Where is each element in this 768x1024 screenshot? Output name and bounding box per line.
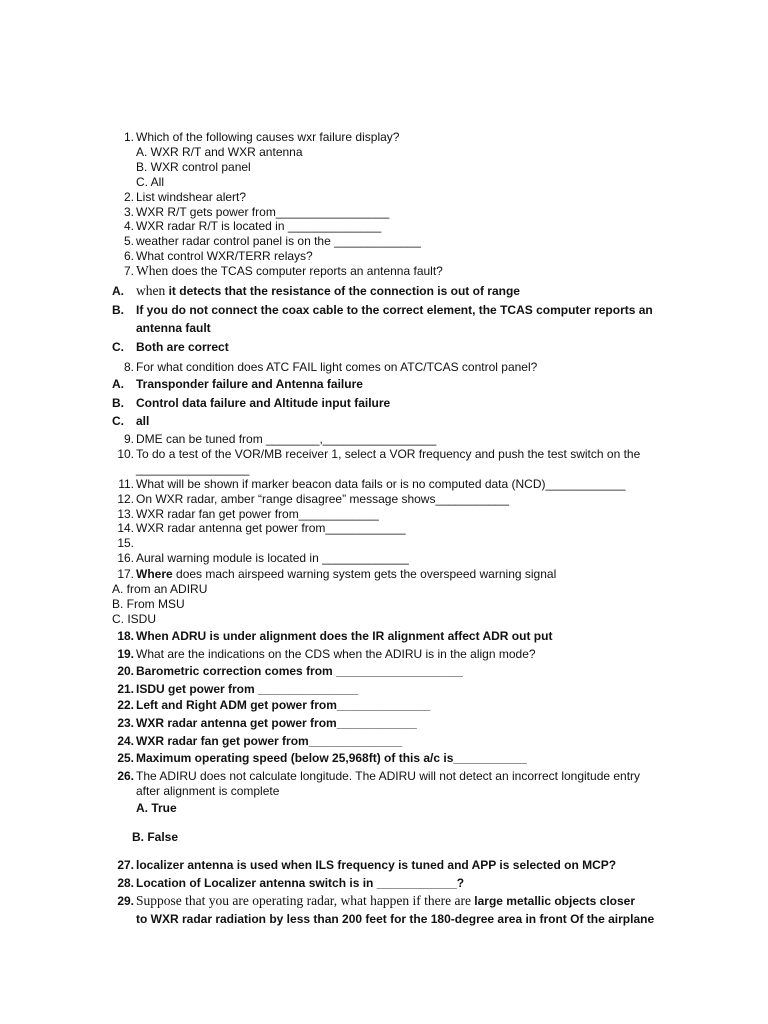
question-text: On WXR radar, amber “range disagree” message shows___________: [136, 492, 509, 506]
question-number: 5.: [123, 234, 134, 248]
question-rest: does mach airspeed warning system gets the overspeed warning signal: [172, 567, 557, 581]
question-text: WXR radar antenna get power from____________: [136, 716, 417, 730]
answer-letter: C.: [112, 414, 124, 428]
question-number: 18.: [117, 629, 134, 643]
question-text: localizer antenna is used when ILS frequency is tuned and APP is selected on MCP?: [136, 858, 617, 872]
answer-text: If you do not connect the coax cable to the correct element, the TCAS computer reports an: [136, 303, 653, 317]
option-text: B. WXR control panel: [136, 160, 251, 174]
question-number: 12.: [117, 492, 134, 506]
question-text: List windshear alert?: [136, 190, 247, 204]
question-text: WXR radar antenna get power from____________: [136, 521, 406, 535]
question-text: after alignment is complete: [136, 784, 280, 798]
question-text: The ADIRU does not calculate longitude. The ADIRU will not detect an incorrect longitude entry: [136, 769, 641, 783]
answer-text: Control data failure and Altitude input failure: [136, 396, 391, 410]
question-text: To do a test of the VOR/MB receiver 1, select a VOR frequency and push the test switch on the: [136, 447, 641, 461]
question-number: 1.: [123, 130, 134, 144]
answer-text: Both are correct: [136, 340, 229, 354]
question-text: Which of the following causes wxr failure display?: [136, 130, 400, 144]
question-rest: large metallic objects closer: [470, 894, 636, 908]
question-text: Aural warning module is located in _____________: [136, 551, 409, 565]
question-number: 26.: [117, 769, 134, 783]
question-text: [136, 567, 556, 581]
option-text: B. From MSU: [112, 597, 185, 611]
question-number: 24.: [117, 734, 134, 748]
question-text: For what condition does ATC FAIL light comes on ATC/TCAS control panel?: [136, 360, 538, 374]
answer-letter: A.: [112, 377, 124, 391]
option-text: A. WXR R/T and WXR antenna: [136, 145, 303, 159]
option-text: A. True: [136, 801, 177, 815]
answer-letter: A.: [112, 284, 124, 298]
question-text: Left and Right ADM get power from______________: [136, 698, 431, 712]
question-number: 4.: [123, 219, 134, 233]
option-text: C. ISDU: [112, 612, 157, 626]
question-number: 27.: [117, 858, 134, 872]
question-rest: does the TCAS computer reports an antenna fault?: [168, 264, 443, 278]
question-text: When ADRU is under alignment does the IR alignment affect ADR out put: [136, 629, 553, 643]
question-text: weather radar control panel is on the _____________: [136, 234, 421, 248]
question-lead-word: When: [136, 263, 169, 278]
question-text: _________________: [136, 462, 250, 476]
answer-text: [136, 284, 520, 298]
option-text: A. from an ADIRU: [112, 582, 208, 596]
question-number: 17.: [117, 567, 134, 581]
question-number: 8.: [123, 360, 134, 374]
question-text: What will be shown if marker beacon data fails or is no computed data (NCD)____________: [136, 477, 626, 491]
question-text: WXR radar R/T is located in ______________: [136, 219, 382, 233]
question-text: DME can be tuned from ________,_________________: [136, 432, 437, 446]
answer-lead-word: when: [136, 283, 166, 298]
answer-letter: B.: [112, 396, 124, 410]
answer-text: all: [136, 414, 150, 428]
question-number: 20.: [117, 664, 134, 678]
option-text: C. All: [136, 175, 165, 189]
question-text: Barometric correction comes from ___________________: [136, 664, 463, 678]
question-number: 11.: [118, 477, 134, 491]
question-text: WXR R/T gets power from_________________: [136, 205, 390, 219]
question-text: to WXR radar radiation by less than 200 feet for the 180-degree area in front Of the airplane: [136, 912, 655, 926]
question-number: 6.: [123, 249, 134, 263]
question-number: 3.: [123, 205, 134, 219]
question-text: Maximum operating speed (below 25,968ft) of this a/c is___________: [136, 751, 527, 765]
question-text: [136, 894, 635, 908]
question-number: 9.: [123, 432, 134, 446]
answer-text: antenna fault: [136, 321, 211, 335]
question-number: 25.: [117, 751, 134, 765]
question-number: 22.: [117, 698, 134, 712]
answer-text: Transponder failure and Antenna failure: [136, 377, 363, 391]
question-number: 10.: [117, 447, 134, 461]
question-text: What control WXR/TERR relays?: [136, 249, 313, 263]
question-text: WXR radar fan get power from______________: [136, 734, 403, 748]
answer-letter: B.: [112, 303, 124, 317]
question-number: 23.: [117, 716, 134, 730]
question-number: 7.: [123, 264, 134, 278]
question-number: 16.: [117, 551, 134, 565]
question-text: What are the indications on the CDS when the ADIRU is in the align mode?: [136, 647, 536, 661]
question-number: 13.: [117, 507, 134, 521]
question-number: 28.: [117, 876, 134, 890]
question-lead-word: Where: [136, 567, 173, 581]
question-lead-text: Suppose that you are operating radar, what happen if there are: [136, 893, 471, 908]
question-text: ISDU get power from _______________: [136, 682, 359, 696]
question-text: Location of Localizer antenna switch is in ____________?: [136, 876, 465, 890]
question-text: WXR radar fan get power from____________: [136, 507, 379, 521]
option-text: B. False: [132, 830, 179, 844]
question-number: 19.: [117, 647, 134, 661]
question-number: 14.: [117, 521, 134, 535]
question-number: 15.: [117, 536, 134, 550]
question-number: 29.: [117, 894, 134, 908]
answer-letter: C.: [112, 340, 124, 354]
question-text: [136, 264, 443, 278]
answer-rest: it detects that the resistance of the connection is out of range: [165, 284, 520, 298]
question-number: 21.: [117, 682, 134, 696]
question-number: 2.: [123, 190, 134, 204]
